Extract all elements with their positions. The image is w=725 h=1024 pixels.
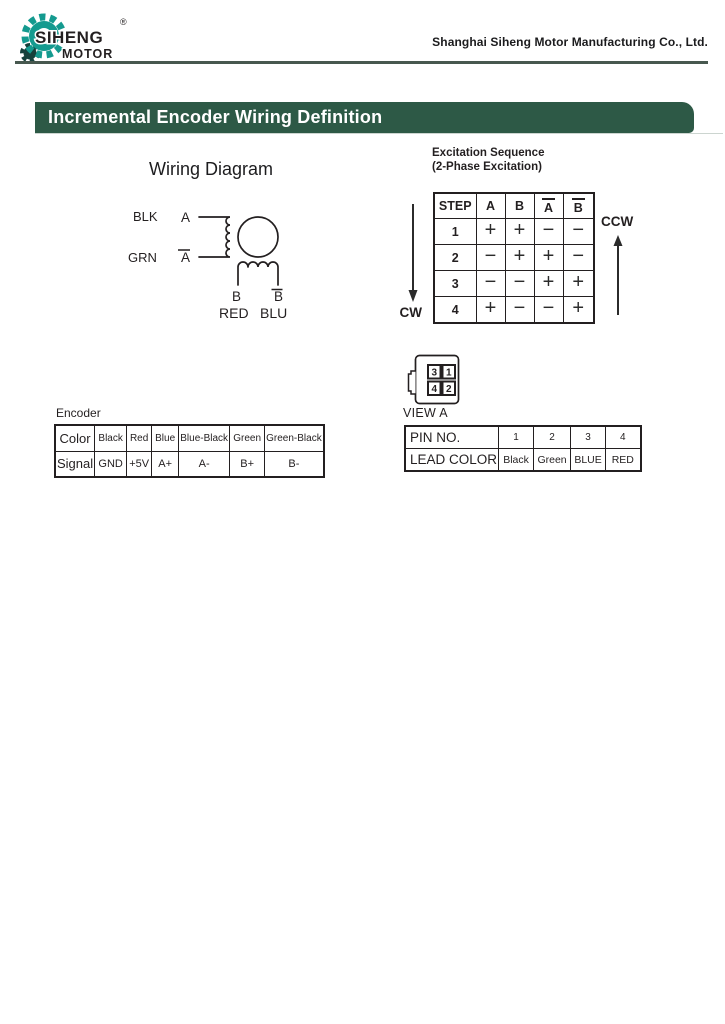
polarity-cell: −: [476, 245, 505, 271]
step-number: 2: [434, 245, 476, 271]
excitation-step-row: [434, 297, 594, 324]
connector-latch: [409, 371, 416, 394]
lead-color-row: [405, 449, 641, 472]
brand-name-top: SIHENG: [35, 28, 104, 47]
wiring-diagram-title: Wiring Diagram: [149, 159, 274, 179]
lead-color-cell: Green: [534, 449, 571, 472]
encoder-color-cell: Green-Black: [265, 425, 324, 451]
excitation-heading-line1: Excitation Sequence: [432, 147, 545, 159]
polarity-cell: +: [505, 219, 534, 245]
pin-number-row: [405, 426, 641, 449]
polarity-cell: −: [505, 297, 534, 324]
encoder-color-cell: Green: [230, 425, 265, 451]
phase-a-bar-label: A: [181, 250, 191, 265]
encoder-signal-cell: A+: [152, 451, 179, 477]
pin-no-cell: 3: [571, 426, 606, 449]
ccw-label: CCW: [601, 214, 634, 229]
pin-table: [404, 425, 642, 472]
encoder-color-header: Color: [55, 425, 95, 451]
siheng-logo: [14, 8, 139, 68]
excitation-header-b-bar: B: [563, 193, 594, 219]
excitation-step-row: [434, 245, 594, 271]
encoder-signal-cell: GND: [95, 451, 127, 477]
pin-number: 2: [446, 384, 452, 395]
excitation-header-step: STEP: [434, 193, 476, 219]
cw-arrowhead-down-icon: [409, 290, 418, 302]
encoder-signal-cell: A-: [179, 451, 230, 477]
registered-trademark-icon: ®: [120, 17, 127, 27]
encoder-signal-cell: +5V: [127, 451, 152, 477]
ccw-direction-arrow: [598, 210, 646, 320]
page-title-bar: [35, 102, 694, 133]
encoder-color-cell: Black: [95, 425, 127, 451]
excitation-header-row: [434, 193, 594, 219]
header-divider: [15, 61, 708, 64]
wire-color-label-grn: GRN: [128, 250, 157, 265]
encoder-signal-cell: B-: [265, 451, 324, 477]
phase-b-bar-label: B: [274, 289, 284, 304]
polarity-cell: +: [505, 245, 534, 271]
excitation-header-a: A: [476, 193, 505, 219]
step-number: 4: [434, 297, 476, 324]
view-a-label: VIEW A: [403, 406, 448, 420]
polarity-cell: −: [563, 245, 594, 271]
excitation-header-b: B: [505, 193, 534, 219]
encoder-label: Encoder: [56, 406, 101, 420]
polarity-cell: −: [563, 219, 594, 245]
wire-color-label-blk: BLK: [133, 209, 158, 224]
polarity-cell: −: [505, 271, 534, 297]
lead-color-cell: BLUE: [571, 449, 606, 472]
lead-color-cell: RED: [606, 449, 641, 472]
pin-no-header: PIN NO.: [405, 426, 499, 449]
encoder-signal-row: [55, 451, 324, 477]
phase-b-label: B: [232, 289, 242, 304]
wiring-diagram: [115, 190, 300, 330]
polarity-cell: +: [534, 271, 563, 297]
phase-a-label: A: [181, 210, 191, 225]
lead-color-cell: Black: [499, 449, 534, 472]
excitation-step-row: [434, 271, 594, 297]
pin-no-cell: 4: [606, 426, 641, 449]
motor-rotor-circle: [238, 217, 278, 257]
polarity-cell: +: [563, 271, 594, 297]
polarity-cell: −: [476, 271, 505, 297]
wire-color-label-blu: BLU: [260, 305, 288, 321]
pin-no-cell: 1: [499, 426, 534, 449]
polarity-cell: −: [534, 297, 563, 324]
pin-number: 1: [446, 367, 452, 379]
encoder-color-cell: Blue: [152, 425, 179, 451]
encoder-table: [54, 424, 325, 478]
excitation-heading-line2: (2-Phase Excitation): [432, 160, 542, 173]
lead-color-header: LEAD COLOR: [405, 449, 499, 472]
wire-color-label-red: RED: [219, 305, 249, 321]
excitation-header-a-bar: A: [534, 193, 563, 219]
encoder-color-cell: Blue-Black: [179, 425, 230, 451]
polarity-cell: +: [534, 245, 563, 271]
company-name: Shanghai Siheng Motor Manufacturing Co., Ltd.: [432, 35, 708, 49]
brand-name-bottom: MOTOR: [62, 47, 114, 61]
encoder-signal-header: Signal: [55, 451, 95, 477]
excitation-heading: [432, 147, 544, 174]
excitation-table: [433, 192, 595, 324]
polarity-cell: +: [476, 219, 505, 245]
excitation-step-row: [434, 219, 594, 245]
ccw-arrowhead-up-icon: [614, 235, 623, 246]
polarity-cell: −: [534, 219, 563, 245]
step-number: 3: [434, 271, 476, 297]
pin-number: 4: [431, 384, 438, 395]
step-number: 1: [434, 219, 476, 245]
polarity-cell: +: [476, 297, 505, 324]
cw-direction-arrow: [396, 198, 432, 320]
phase-a-winding: [199, 217, 230, 257]
page-title: Incremental Encoder Wiring Definition: [48, 107, 383, 127]
phase-b-winding: [238, 262, 278, 285]
encoder-color-row: [55, 425, 324, 451]
encoder-color-cell: Red: [127, 425, 152, 451]
polarity-cell: +: [563, 297, 594, 324]
pin-no-cell: 2: [534, 426, 571, 449]
connector-diagram: [404, 352, 468, 408]
cw-label: CW: [399, 305, 422, 320]
encoder-signal-cell: B+: [230, 451, 265, 477]
pin-number: 3: [431, 367, 438, 379]
